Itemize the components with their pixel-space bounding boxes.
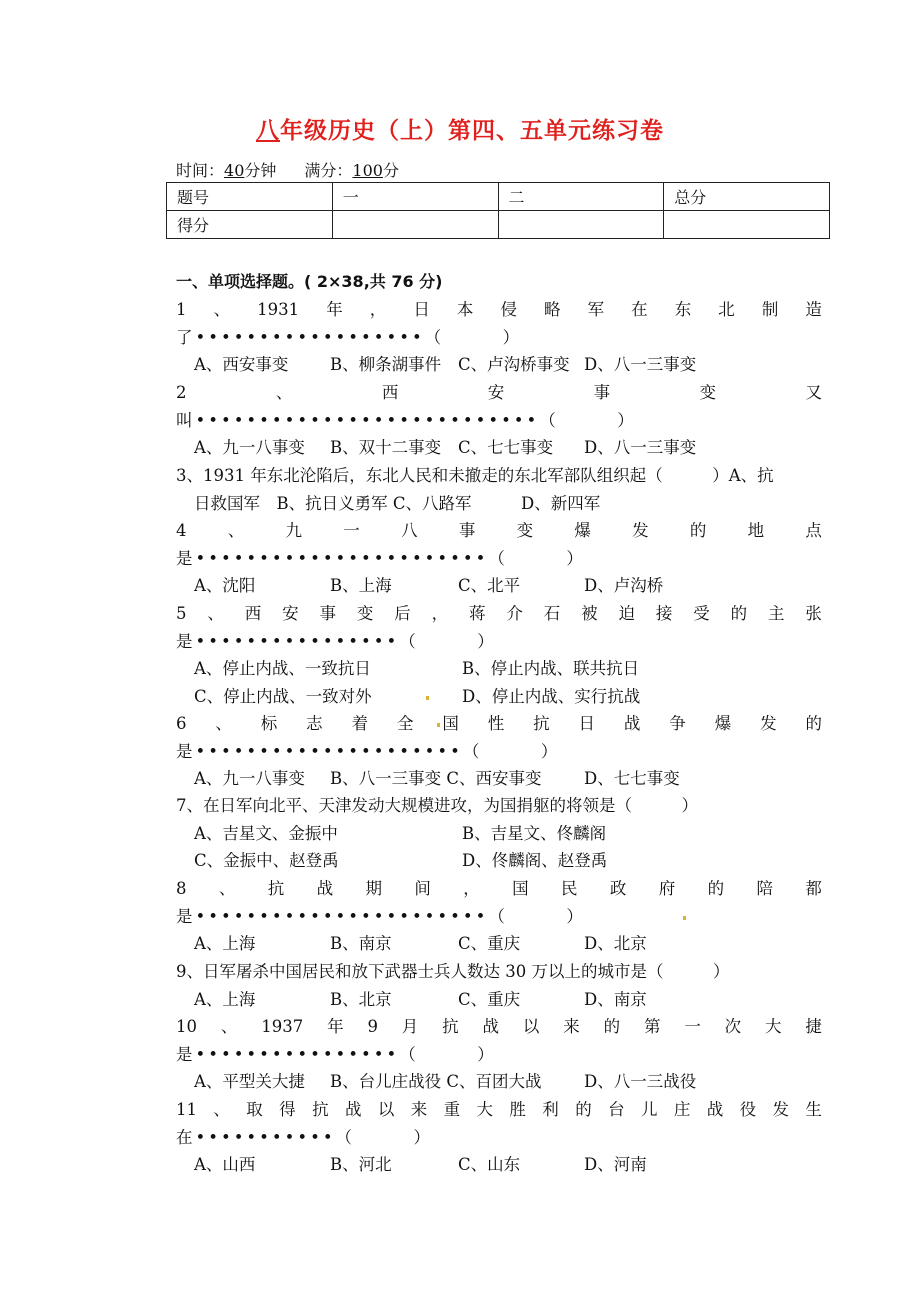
- stem-chunk: 发: [772, 1100, 790, 1119]
- question-8: [176, 875, 822, 958]
- stem-chunk: 9: [367, 1017, 378, 1036]
- question-stem-tail: 是•••••••••••••••••••••••（ ）: [176, 548, 586, 568]
- time-value: 40: [224, 161, 245, 180]
- stem-chunk: 的: [575, 1100, 592, 1119]
- stem-chunk: 以: [522, 1017, 540, 1036]
- stem-chunk: 东: [674, 300, 692, 319]
- option[interactable]: A、上海: [194, 989, 256, 1009]
- option[interactable]: D、八一三事变: [584, 355, 697, 375]
- stem-chunk: 第: [643, 1017, 661, 1036]
- stem-chunk: 军: [587, 300, 605, 319]
- options: [176, 351, 822, 379]
- stem-chunk: 造: [805, 300, 822, 319]
- stem-chunk: 6: [176, 714, 187, 733]
- stem-chunk: 被: [581, 604, 598, 623]
- stray-mark: [426, 696, 429, 700]
- option[interactable]: C、七七事变: [458, 438, 554, 458]
- stem-chunk: 11: [176, 1100, 197, 1119]
- option[interactable]: D、七七事变: [584, 769, 680, 789]
- title-rest: 年级历史（上）第四、五单元练习卷: [280, 118, 664, 144]
- stem-chunk: 庄: [673, 1100, 691, 1119]
- option[interactable]: A、上海: [194, 934, 256, 954]
- stem-chunk: 2: [176, 383, 187, 402]
- option[interactable]: B、双十二事变: [330, 438, 442, 458]
- stem-chunk: 安: [487, 383, 505, 402]
- question-stem: [176, 710, 822, 738]
- options: [176, 986, 822, 1014]
- stem-chunk: 地: [747, 521, 765, 540]
- stem-chunk: 、: [220, 1017, 238, 1036]
- option[interactable]: C、金振中、赵登禹: [194, 851, 339, 871]
- score-table: [166, 182, 830, 239]
- stem-chunk: 事: [593, 383, 611, 402]
- score-header-cell: 题号: [167, 183, 333, 211]
- stem-chunk: 政: [609, 879, 627, 898]
- question-stem-tail: 叫•••••••••••••••••••••••••••（ ）: [176, 410, 637, 430]
- stem-chunk: 侵: [500, 300, 517, 319]
- option[interactable]: D、南京: [584, 989, 647, 1009]
- question-stem: [176, 379, 822, 407]
- stem-chunk: 都: [805, 879, 822, 898]
- stem-chunk: 迫: [618, 604, 635, 623]
- option[interactable]: A、山西: [194, 1155, 256, 1175]
- score-row-label: 得分: [167, 211, 333, 239]
- question-stem: [176, 517, 822, 545]
- options: [176, 434, 822, 462]
- section-heading: 一、单项选择题。( 2×38,共 76 分): [176, 272, 443, 291]
- stem-chunk: 国: [442, 714, 459, 733]
- options: [176, 655, 822, 683]
- question-stem-tail: 是•••••••••••••••••••••••（ ）: [176, 906, 586, 926]
- stem-chunk: 安: [282, 604, 299, 623]
- stem-chunk: 间: [414, 879, 431, 898]
- stem-chunk: 1931: [257, 300, 300, 319]
- stem-chunk: 8: [176, 879, 187, 898]
- option[interactable]: C、卢沟桥事变: [458, 355, 570, 375]
- stem-chunk: 略: [544, 300, 561, 319]
- stem-chunk: 、: [207, 604, 224, 623]
- stem-chunk: 石: [543, 604, 561, 623]
- stem-chunk: 的: [707, 879, 725, 898]
- stem-chunk: 受: [693, 604, 710, 623]
- options: [176, 683, 822, 711]
- stem-chunk: 来: [410, 1100, 428, 1119]
- question-stem: 3、1931 年东北沦陷后，东北人民和未撤走的东北军部队组织起（ ）A、抗: [176, 466, 774, 485]
- stem-chunk: 陪: [756, 879, 773, 898]
- stem-chunk: 的: [603, 1017, 621, 1036]
- stem-chunk: 得: [279, 1100, 296, 1119]
- stem-chunk: 民: [561, 879, 578, 898]
- stem-chunk: 、: [227, 521, 245, 540]
- score-table-score-row: [167, 211, 830, 239]
- stem-chunk: 战: [623, 714, 641, 733]
- stem-chunk: 性: [487, 714, 505, 733]
- stray-mark: [683, 916, 686, 920]
- stem-chunk: 战: [482, 1017, 500, 1036]
- stem-chunk: ，: [431, 604, 449, 623]
- stem-chunk: 战: [344, 1100, 362, 1119]
- stem-chunk: 西: [244, 604, 262, 623]
- stem-chunk: 役: [739, 1100, 757, 1119]
- stem-chunk: 发: [760, 714, 777, 733]
- stem-chunk: 志: [306, 714, 323, 733]
- stem-chunk: 5: [176, 604, 187, 623]
- stem-chunk: 府: [658, 879, 676, 898]
- question-1: [176, 296, 822, 379]
- stem-chunk: 胜: [509, 1100, 526, 1119]
- stem-chunk: 变: [699, 383, 717, 402]
- stem-chunk: 、: [275, 383, 293, 402]
- score-cell[interactable]: [498, 211, 664, 239]
- question-stem: 9、日军屠杀中国居民和放下武器士兵人数达 30 万以上的城市是（ ）: [176, 962, 730, 981]
- stem-chunk: 台: [608, 1100, 625, 1119]
- question-stem-cont: 日救国军 B、抗日义勇军 C、八路军 D、新四军: [194, 493, 601, 513]
- stem-chunk: 制: [761, 300, 779, 319]
- stem-chunk: 1937: [261, 1017, 304, 1036]
- stem-chunk: 月: [401, 1017, 419, 1036]
- stem-chunk: 捷: [805, 1017, 822, 1036]
- score-table-header-row: [167, 183, 830, 211]
- stem-chunk: 、: [213, 300, 231, 319]
- question-7: [176, 792, 822, 875]
- stem-chunk: 期: [365, 879, 382, 898]
- score-cell[interactable]: [332, 211, 498, 239]
- option[interactable]: D、河南: [584, 1155, 647, 1175]
- stem-chunk: 抗: [267, 879, 285, 898]
- question-stem: [176, 600, 822, 628]
- stem-chunk: 主: [768, 604, 785, 623]
- option[interactable]: B、河北: [330, 1155, 392, 1175]
- stem-chunk: 八: [401, 521, 418, 540]
- stem-chunk: 大: [476, 1100, 494, 1119]
- stem-chunk: 后: [394, 604, 411, 623]
- stem-chunk: 本: [456, 300, 474, 319]
- stem-chunk: 张: [805, 604, 822, 623]
- option[interactable]: A、九一八事变: [194, 769, 305, 789]
- stem-chunk: 大: [765, 1017, 782, 1036]
- question-stem: [176, 1013, 822, 1041]
- stem-chunk: 接: [655, 604, 673, 623]
- stem-chunk: ，: [369, 300, 387, 319]
- stem-chunk: 抗: [533, 714, 550, 733]
- option[interactable]: A、停止内战、一致抗日: [194, 659, 371, 679]
- option[interactable]: A、吉星文、金振中: [194, 823, 338, 843]
- question-stem-tail: 在•••••••••••（ ）: [176, 1127, 434, 1147]
- stem-chunk: 日: [413, 300, 430, 319]
- stem-chunk: 抗: [312, 1100, 329, 1119]
- question-9: [176, 958, 822, 1013]
- score-value: 100: [352, 161, 383, 180]
- option[interactable]: B、八一三事变 C、西安事变: [330, 769, 542, 789]
- stem-chunk: 蒋: [469, 604, 486, 623]
- option[interactable]: D、北京: [584, 934, 647, 954]
- stem-chunk: 爆: [714, 714, 732, 733]
- option[interactable]: B、柳条湖事件: [330, 355, 442, 375]
- score-unit: 分: [382, 161, 399, 180]
- option[interactable]: D、八一三战役: [584, 1072, 697, 1092]
- stem-chunk: 一: [684, 1017, 701, 1036]
- question-5: [176, 600, 822, 710]
- option[interactable]: B、北京: [330, 989, 392, 1009]
- stem-chunk: 的: [730, 604, 748, 623]
- stem-chunk: 在: [631, 300, 648, 319]
- question-stem-tail: 是••••••••••••••••（ ）: [176, 631, 497, 651]
- options: [176, 1151, 822, 1179]
- stem-chunk: 点: [805, 521, 822, 540]
- option[interactable]: B、台儿庄战役 C、百团大战: [330, 1072, 542, 1092]
- title-first-char: 八: [256, 118, 280, 144]
- stem-chunk: 变: [356, 604, 374, 623]
- stem-chunk: 的: [689, 521, 707, 540]
- stem-chunk: 1: [176, 300, 187, 319]
- time-unit: 分钟: [244, 161, 277, 180]
- option[interactable]: A、九一八事变: [194, 438, 305, 458]
- score-header-cell: 二: [498, 183, 664, 211]
- option[interactable]: C、北平: [458, 576, 521, 596]
- option[interactable]: C、停止内战、一致对外: [194, 686, 372, 706]
- stem-chunk: 着: [351, 714, 369, 733]
- stem-chunk: 标: [260, 714, 278, 733]
- question-2: [176, 379, 822, 462]
- stem-chunk: 战: [316, 879, 334, 898]
- option[interactable]: C、山东: [458, 1155, 521, 1175]
- option[interactable]: C、重庆: [458, 934, 521, 954]
- option[interactable]: D、八一三事变: [584, 438, 697, 458]
- options: [176, 930, 822, 958]
- question-11: [176, 1096, 822, 1179]
- score-header-cell: 一: [332, 183, 498, 211]
- option[interactable]: B、吉星文、佟麟阁: [462, 823, 607, 843]
- stem-chunk: 抗: [442, 1017, 459, 1036]
- option[interactable]: C、重庆: [458, 989, 521, 1009]
- question-stem: [176, 1096, 822, 1124]
- stem-chunk: 、: [215, 714, 232, 733]
- stem-chunk: 事: [458, 521, 476, 540]
- score-label: 满分：: [304, 161, 353, 180]
- option[interactable]: A、平型关大捷: [194, 1072, 305, 1092]
- score-header-cell: 总分: [664, 183, 830, 211]
- options: [176, 820, 822, 848]
- stem-chunk: 变: [516, 521, 534, 540]
- question-3: [176, 462, 822, 517]
- page-title: [0, 112, 920, 145]
- stem-chunk: 、: [213, 1100, 230, 1119]
- stem-chunk: 年: [327, 1017, 344, 1036]
- score-cell[interactable]: [664, 211, 830, 239]
- stem-chunk: 爆: [574, 521, 591, 540]
- option[interactable]: D、停止内战、实行抗战: [462, 686, 641, 706]
- stem-chunk: 事: [319, 604, 336, 623]
- option[interactable]: A、西安事变: [194, 355, 289, 375]
- stem-chunk: 日: [578, 714, 596, 733]
- stem-chunk: 介: [506, 604, 523, 623]
- option[interactable]: D、佟麟阁、赵登禹: [462, 851, 608, 871]
- question-stem-tail: 是•••••••••••••••••••••（ ）: [176, 741, 561, 761]
- stem-chunk: 儿: [640, 1100, 658, 1119]
- stem-chunk: 生: [805, 1100, 822, 1119]
- options: [176, 572, 822, 600]
- question-6: [176, 710, 822, 793]
- stem-chunk: 来: [563, 1017, 580, 1036]
- stem-chunk: 全: [396, 714, 414, 733]
- stem-chunk: 年: [326, 300, 343, 319]
- question-stem: [176, 296, 822, 324]
- options: [176, 1068, 822, 1096]
- option[interactable]: D、卢沟桥: [584, 576, 664, 596]
- stem-chunk: ，: [463, 879, 480, 898]
- question-stem: 7、在日军向北平、天津发动大规模进攻，为国捐躯的将领是（ ）: [176, 796, 698, 815]
- stem-chunk: 九: [285, 521, 303, 540]
- stem-chunk: 又: [805, 383, 822, 402]
- question-4: [176, 517, 822, 600]
- time-label: 时间：: [176, 161, 225, 180]
- question-stem-tail: 是••••••••••••••••（ ）: [176, 1044, 497, 1064]
- stem-chunk: 取: [246, 1100, 263, 1119]
- stem-chunk: 次: [724, 1017, 742, 1036]
- option[interactable]: A、沈阳: [194, 576, 256, 596]
- options: [176, 847, 822, 875]
- stem-chunk: 以: [377, 1100, 395, 1119]
- stem-chunk: 10: [176, 1017, 197, 1036]
- option[interactable]: B、南京: [330, 934, 392, 954]
- stem-chunk: 4: [176, 521, 187, 540]
- option[interactable]: B、停止内战、联共抗日: [462, 659, 640, 679]
- stem-chunk: 西: [381, 383, 399, 402]
- stem-chunk: 利: [542, 1100, 559, 1119]
- stem-chunk: 争: [669, 714, 686, 733]
- stem-chunk: 发: [632, 521, 649, 540]
- stem-chunk: 的: [805, 714, 822, 733]
- stem-chunk: 北: [718, 300, 735, 319]
- options: [176, 765, 822, 793]
- stem-chunk: 重: [443, 1100, 461, 1119]
- stem-chunk: 、: [218, 879, 236, 898]
- question-stem: [176, 875, 822, 903]
- stem-chunk: 一: [343, 521, 360, 540]
- option[interactable]: B、上海: [330, 576, 392, 596]
- stem-chunk: 国: [512, 879, 529, 898]
- question-10: [176, 1013, 822, 1096]
- stem-chunk: 战: [706, 1100, 724, 1119]
- exam-meta: [176, 158, 399, 181]
- question-stem-tail: 了••••••••••••••••••（ ）: [176, 327, 523, 347]
